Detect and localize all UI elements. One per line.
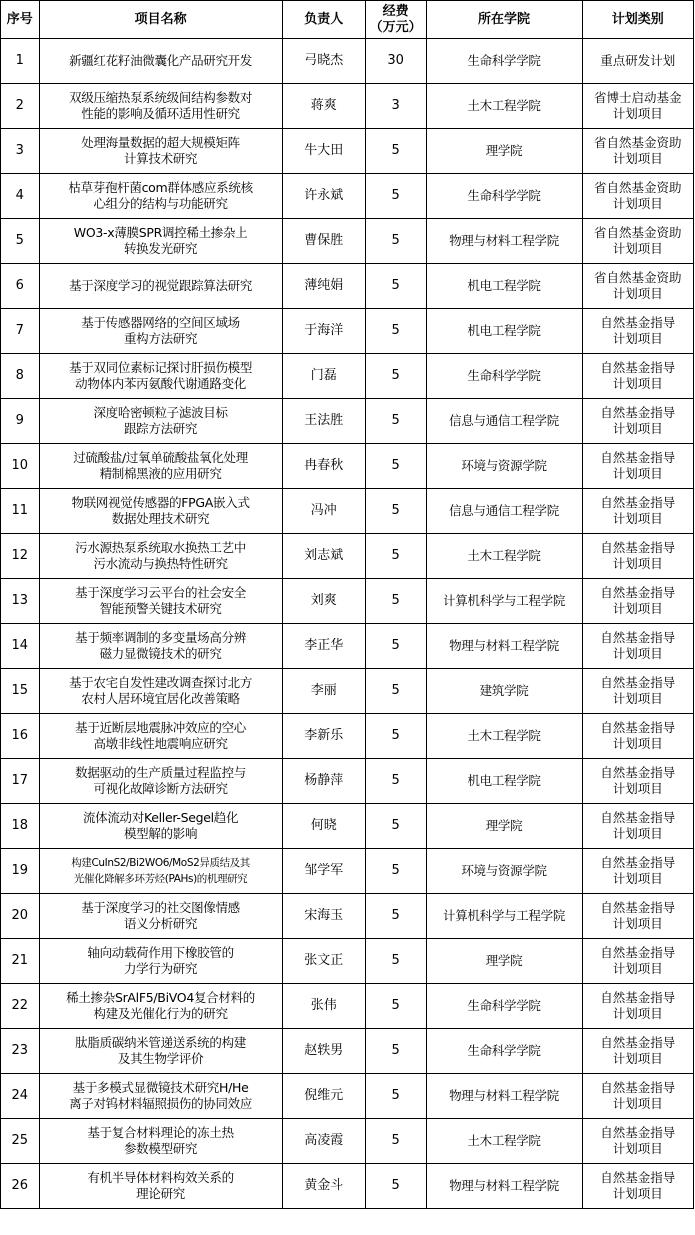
cell-index: 18	[1, 804, 40, 849]
project-name-line: 流体流动对Keller-Segel趋化	[82, 810, 239, 825]
plan-type-line: 计划项目	[612, 1096, 663, 1111]
cell-school: 土木工程学院	[426, 534, 582, 579]
plan-type-line: 计划项目	[612, 1141, 663, 1156]
cell-plan-type	[582, 669, 693, 714]
project-name-line: 语义分析研究	[123, 916, 198, 931]
plan-type-line: 计划项目	[612, 826, 663, 841]
plan-type-line: 计划项目	[612, 1051, 663, 1066]
project-name-line: WO3-x薄膜SPR调控稀土掺杂上	[73, 225, 248, 240]
cell-person: 邹学军	[282, 849, 365, 894]
cell-index: 2	[1, 84, 40, 129]
plan-type-line: 省博士启动基金	[594, 90, 682, 105]
project-name-line: 心组分的结构与功能研究	[93, 196, 228, 211]
cell-index: 3	[1, 129, 40, 174]
project-name-line: 计算技术研究	[123, 151, 198, 166]
cell-fund: 5	[365, 444, 426, 489]
project-name-line: 转换发光研究	[123, 241, 198, 256]
cell-school: 生命科学学院	[426, 354, 582, 399]
cell-project-name	[39, 669, 282, 714]
cell-index: 21	[1, 939, 40, 984]
project-name-line: 数据驱动的生产质量过程监控与	[75, 765, 246, 780]
plan-type-line: 省自然基金资助	[594, 270, 682, 285]
cell-person: 许永斌	[282, 174, 365, 219]
plan-type-line: 计划项目	[612, 1186, 663, 1201]
cell-school: 理学院	[426, 939, 582, 984]
cell-person: 高凌霞	[282, 1119, 365, 1164]
cell-index: 6	[1, 264, 40, 309]
plan-type-line: 自然基金指导	[600, 405, 676, 420]
cell-school: 信息与通信工程学院	[426, 489, 582, 534]
cell-index: 15	[1, 669, 40, 714]
cell-school: 机电工程学院	[426, 759, 582, 804]
project-name-line: 智能预警关键技术研究	[99, 601, 222, 616]
project-name-line: 深度哈密顿粒子滤波目标	[93, 405, 228, 420]
table-row	[1, 804, 694, 849]
cell-fund: 5	[365, 174, 426, 219]
cell-plan-type	[582, 219, 693, 264]
plan-type-line: 计划项目	[612, 646, 663, 661]
header-person: 负责人	[282, 1, 365, 39]
cell-school: 土木工程学院	[426, 714, 582, 759]
cell-fund: 3	[365, 84, 426, 129]
cell-fund: 5	[365, 1164, 426, 1209]
plan-type-line: 省自然基金资助	[594, 180, 682, 195]
project-name-line: 动物体内苯丙氨酸代谢通路变化	[75, 376, 246, 391]
table-row	[1, 1074, 694, 1119]
project-name-line: 基于深度学习云平台的社会安全	[75, 585, 246, 600]
cell-index: 26	[1, 1164, 40, 1209]
plan-type-line: 自然基金指导	[600, 495, 676, 510]
plan-type-line: 自然基金指导	[600, 585, 676, 600]
project-name-line: 光催化降解多环芳烃(PAHs)的机理研究	[73, 873, 248, 885]
plan-type-line: 自然基金指导	[600, 765, 676, 780]
plan-type-line: 计划项目	[612, 601, 663, 616]
cell-project-name	[39, 489, 282, 534]
cell-project-name	[39, 129, 282, 174]
cell-fund: 5	[365, 309, 426, 354]
plan-type-line: 省自然基金资助	[594, 135, 682, 150]
table-row	[1, 894, 694, 939]
cell-project-name	[39, 354, 282, 399]
cell-person: 于海洋	[282, 309, 365, 354]
cell-plan-type	[582, 1164, 693, 1209]
cell-index: 5	[1, 219, 40, 264]
cell-index: 17	[1, 759, 40, 804]
cell-fund: 5	[365, 624, 426, 669]
cell-school: 理学院	[426, 804, 582, 849]
cell-index: 8	[1, 354, 40, 399]
cell-index: 14	[1, 624, 40, 669]
project-name-line: 力学行为研究	[123, 961, 198, 976]
cell-school: 计算机科学与工程学院	[426, 579, 582, 624]
cell-school: 物理与材料工程学院	[426, 219, 582, 264]
table-row	[1, 354, 694, 399]
plan-type-line: 计划项目	[612, 466, 663, 481]
project-name-line: 污水源热泵系统取水换热工艺中	[75, 540, 246, 555]
project-name-line: 过硫酸盐/过氧单硫酸盐氧化处理	[73, 450, 248, 465]
cell-fund: 5	[365, 1029, 426, 1074]
project-name-line: 新疆红花籽油微囊化产品研究开发	[69, 53, 253, 68]
cell-plan-type	[582, 129, 693, 174]
project-name-line: 稀土掺杂SrAlF5/BiVO4复合材料的	[66, 990, 255, 1005]
cell-school: 土木工程学院	[426, 84, 582, 129]
cell-fund: 5	[365, 804, 426, 849]
project-name-line: 污水流动与换热特性研究	[93, 556, 228, 571]
cell-project-name	[39, 624, 282, 669]
table-row	[1, 219, 694, 264]
cell-index: 4	[1, 174, 40, 219]
plan-type-line: 计划项目	[612, 331, 663, 346]
cell-fund: 5	[365, 939, 426, 984]
plan-type-line: 计划项目	[612, 736, 663, 751]
cell-plan-type	[582, 849, 693, 894]
cell-person: 何晓	[282, 804, 365, 849]
project-name-line: 轴向动载荷作用下橡胶管的	[87, 945, 234, 960]
cell-project-name	[39, 714, 282, 759]
cell-person: 薄纯娟	[282, 264, 365, 309]
cell-plan-type	[582, 309, 693, 354]
plan-type-line: 计划项目	[612, 106, 663, 121]
cell-plan-type	[582, 399, 693, 444]
cell-plan-type	[582, 624, 693, 669]
project-name-line: 可视化故障诊断方法研究	[93, 781, 228, 796]
cell-project-name	[39, 534, 282, 579]
cell-plan-type	[582, 534, 693, 579]
table-row	[1, 939, 694, 984]
cell-plan-type	[582, 1119, 693, 1164]
cell-school: 生命科学学院	[426, 174, 582, 219]
header-name: 项目名称	[39, 1, 282, 39]
cell-school: 建筑学院	[426, 669, 582, 714]
plan-type-line: 省自然基金资助	[594, 225, 682, 240]
plan-type-line: 重点研发计划	[600, 53, 676, 68]
cell-school: 土木工程学院	[426, 1119, 582, 1164]
table-row	[1, 84, 694, 129]
cell-index: 19	[1, 849, 40, 894]
cell-plan-type	[582, 84, 693, 129]
plan-type-line: 计划项目	[612, 286, 663, 301]
cell-plan-type	[582, 579, 693, 624]
table-row	[1, 534, 694, 579]
table-row	[1, 1119, 694, 1164]
cell-person: 刘志斌	[282, 534, 365, 579]
cell-index: 20	[1, 894, 40, 939]
cell-project-name	[39, 984, 282, 1029]
table-row	[1, 579, 694, 624]
table-row	[1, 759, 694, 804]
plan-type-line: 自然基金指导	[600, 810, 676, 825]
table-row	[1, 444, 694, 489]
cell-index: 22	[1, 984, 40, 1029]
cell-project-name	[39, 399, 282, 444]
cell-person: 蒋爽	[282, 84, 365, 129]
cell-person: 李正华	[282, 624, 365, 669]
cell-school: 理学院	[426, 129, 582, 174]
cell-school: 环境与资源学院	[426, 849, 582, 894]
project-name-line: 物联网视觉传感器的FPGA嵌入式	[71, 495, 250, 510]
table-row	[1, 669, 694, 714]
cell-project-name	[39, 39, 282, 84]
cell-index: 23	[1, 1029, 40, 1074]
table-header	[1, 1, 694, 39]
table-row	[1, 849, 694, 894]
cell-plan-type	[582, 759, 693, 804]
cell-school: 物理与材料工程学院	[426, 1074, 582, 1119]
plan-type-line: 自然基金指导	[600, 1035, 676, 1050]
cell-school: 信息与通信工程学院	[426, 399, 582, 444]
table-row	[1, 624, 694, 669]
cell-index: 10	[1, 444, 40, 489]
plan-type-line: 自然基金指导	[600, 1125, 676, 1140]
cell-school: 物理与材料工程学院	[426, 624, 582, 669]
cell-fund: 5	[365, 984, 426, 1029]
cell-fund: 5	[365, 714, 426, 759]
cell-index: 11	[1, 489, 40, 534]
cell-project-name	[39, 1029, 282, 1074]
cell-plan-type	[582, 489, 693, 534]
project-name-line: 基于近断层地震脉冲效应的空心	[75, 720, 246, 735]
table-row	[1, 1029, 694, 1074]
cell-plan-type	[582, 804, 693, 849]
cell-project-name	[39, 804, 282, 849]
project-name-line: 重构方法研究	[123, 331, 198, 346]
header-type: 计划类别	[582, 1, 693, 39]
plan-type-line: 计划项目	[612, 556, 663, 571]
plan-type-line: 自然基金指导	[600, 855, 676, 870]
cell-index: 25	[1, 1119, 40, 1164]
project-name-line: 处理海量数据的超大规模矩阵	[81, 135, 240, 150]
cell-school: 物理与材料工程学院	[426, 1164, 582, 1209]
cell-project-name	[39, 309, 282, 354]
plan-type-line: 计划项目	[612, 916, 663, 931]
cell-index: 12	[1, 534, 40, 579]
cell-project-name	[39, 1074, 282, 1119]
project-name-line: 双级压缩热泵系统级间结构参数对	[69, 90, 253, 105]
cell-person: 李丽	[282, 669, 365, 714]
cell-fund: 5	[365, 534, 426, 579]
project-name-line: 模型解的影响	[123, 826, 198, 841]
project-name-line: 基于双同位素标记探讨肝损伤模型	[69, 360, 253, 375]
cell-project-name	[39, 264, 282, 309]
cell-plan-type	[582, 1029, 693, 1074]
cell-fund: 5	[365, 1074, 426, 1119]
cell-project-name	[39, 1164, 282, 1209]
project-name-line: 基于频率调制的多变量场高分辨	[75, 630, 246, 645]
cell-plan-type	[582, 939, 693, 984]
plan-type-line: 自然基金指导	[600, 675, 676, 690]
plan-type-line: 计划项目	[612, 511, 663, 526]
cell-index: 1	[1, 39, 40, 84]
cell-person: 冯冲	[282, 489, 365, 534]
cell-project-name	[39, 849, 282, 894]
plan-type-line: 自然基金指导	[600, 315, 676, 330]
header-index: 序号	[1, 1, 40, 39]
table-row	[1, 399, 694, 444]
cell-person: 张文正	[282, 939, 365, 984]
project-name-line: 磁力显微镜技术的研究	[99, 646, 222, 661]
cell-school: 机电工程学院	[426, 309, 582, 354]
cell-person: 张伟	[282, 984, 365, 1029]
plan-type-line: 自然基金指导	[600, 900, 676, 915]
cell-person: 杨静萍	[282, 759, 365, 804]
plan-type-line: 计划项目	[612, 151, 663, 166]
cell-person: 冉春秋	[282, 444, 365, 489]
project-name-line: 基于深度学习的社交图像情感	[81, 900, 240, 915]
plan-type-line: 计划项目	[612, 421, 663, 436]
header-school: 所在学院	[426, 1, 582, 39]
header-fund-line2: （万元）	[369, 19, 422, 35]
plan-type-line: 自然基金指导	[600, 1080, 676, 1095]
cell-school: 生命科学学院	[426, 984, 582, 1029]
cell-project-name	[39, 939, 282, 984]
cell-project-name	[39, 219, 282, 264]
table-row	[1, 309, 694, 354]
plan-type-line: 计划项目	[612, 196, 663, 211]
cell-fund: 5	[365, 264, 426, 309]
project-name-line: 枯草芽孢杆菌com群体感应系统核	[68, 180, 253, 195]
cell-school: 机电工程学院	[426, 264, 582, 309]
cell-school: 计算机科学与工程学院	[426, 894, 582, 939]
cell-fund: 5	[365, 1119, 426, 1164]
cell-person: 刘爽	[282, 579, 365, 624]
table-row	[1, 129, 694, 174]
cell-plan-type	[582, 174, 693, 219]
cell-fund: 5	[365, 129, 426, 174]
cell-person: 门磊	[282, 354, 365, 399]
table-row	[1, 174, 694, 219]
table-row	[1, 714, 694, 759]
cell-project-name	[39, 579, 282, 624]
cell-index: 7	[1, 309, 40, 354]
cell-project-name	[39, 1119, 282, 1164]
cell-fund: 5	[365, 399, 426, 444]
plan-type-line: 计划项目	[612, 376, 663, 391]
plan-type-line: 计划项目	[612, 871, 663, 886]
cell-fund: 5	[365, 894, 426, 939]
cell-plan-type	[582, 714, 693, 759]
project-name-line: 跟踪方法研究	[123, 421, 198, 436]
cell-project-name	[39, 894, 282, 939]
header-fund	[365, 1, 426, 39]
project-name-line: 数据处理技术研究	[111, 511, 210, 526]
cell-person: 曹保胜	[282, 219, 365, 264]
plan-type-line: 自然基金指导	[600, 720, 676, 735]
cell-school: 生命科学学院	[426, 1029, 582, 1074]
header-row	[1, 1, 694, 39]
project-name-line: 理论研究	[136, 1186, 185, 1201]
plan-type-line: 计划项目	[612, 781, 663, 796]
project-name-line: 构建及光催化行为的研究	[93, 1006, 228, 1021]
cell-plan-type	[582, 444, 693, 489]
cell-project-name	[39, 444, 282, 489]
cell-index: 13	[1, 579, 40, 624]
plan-type-line: 自然基金指导	[600, 990, 676, 1005]
project-name-line: 有机半导体材料构效关系的	[87, 1170, 234, 1185]
project-name-line: 基于复合材料理论的冻土热	[87, 1125, 234, 1140]
cell-plan-type	[582, 39, 693, 84]
cell-plan-type	[582, 264, 693, 309]
cell-project-name	[39, 84, 282, 129]
project-name-line: 基于深度学习的视觉跟踪算法研究	[69, 278, 253, 293]
cell-person: 赵轶男	[282, 1029, 365, 1074]
cell-index: 24	[1, 1074, 40, 1119]
cell-fund: 5	[365, 849, 426, 894]
project-name-line: 构建CuInS2/Bi2WO6/MoS2异质结及其	[71, 857, 250, 869]
plan-type-line: 计划项目	[612, 241, 663, 256]
project-name-line: 基于多模式显微镜技术研究H/He	[72, 1080, 249, 1095]
table-row	[1, 984, 694, 1029]
cell-index: 9	[1, 399, 40, 444]
table-row	[1, 489, 694, 534]
header-fund-line1: 经费	[382, 3, 409, 19]
plan-type-line: 自然基金指导	[600, 945, 676, 960]
cell-fund: 5	[365, 579, 426, 624]
cell-fund: 30	[365, 39, 426, 84]
cell-index: 16	[1, 714, 40, 759]
project-name-line: 离子对钨材料辐照损伤的协同效应	[69, 1096, 253, 1111]
project-name-line: 性能的影响及循环适用性研究	[81, 106, 240, 121]
project-name-line: 高墩非线性地震响应研究	[93, 736, 228, 751]
project-name-line: 农村人居环境宜居化改善策略	[81, 691, 240, 706]
cell-fund: 5	[365, 759, 426, 804]
cell-person: 李新乐	[282, 714, 365, 759]
cell-person: 黄金斗	[282, 1164, 365, 1209]
plan-type-line: 自然基金指导	[600, 540, 676, 555]
plan-type-line: 自然基金指导	[600, 1170, 676, 1185]
table-body	[1, 39, 694, 1209]
cell-project-name	[39, 174, 282, 219]
plan-type-line: 自然基金指导	[600, 630, 676, 645]
project-name-line: 及其生物学评价	[117, 1051, 204, 1066]
table-row	[1, 39, 694, 84]
project-name-line: 基于农宅自发性建改调查探讨北方	[69, 675, 253, 690]
table-row	[1, 264, 694, 309]
cell-plan-type	[582, 354, 693, 399]
cell-fund: 5	[365, 489, 426, 534]
cell-person: 王法胜	[282, 399, 365, 444]
cell-fund: 5	[365, 669, 426, 714]
cell-plan-type	[582, 984, 693, 1029]
project-name-line: 精制棉黑液的应用研究	[99, 466, 222, 481]
project-name-line: 参数模型研究	[123, 1141, 198, 1156]
plan-type-line: 计划项目	[612, 1006, 663, 1021]
cell-person: 牛大田	[282, 129, 365, 174]
plan-type-line: 自然基金指导	[600, 450, 676, 465]
plan-type-line: 计划项目	[612, 691, 663, 706]
cell-plan-type	[582, 894, 693, 939]
cell-fund: 5	[365, 354, 426, 399]
cell-project-name	[39, 759, 282, 804]
table-row	[1, 1164, 694, 1209]
cell-fund: 5	[365, 219, 426, 264]
cell-person: 倪维元	[282, 1074, 365, 1119]
plan-type-line: 计划项目	[612, 961, 663, 976]
project-name-line: 肽脂质碳纳米管递送系统的构建	[75, 1035, 246, 1050]
cell-person: 弓晓杰	[282, 39, 365, 84]
cell-person: 宋海玉	[282, 894, 365, 939]
cell-school: 生命科学学院	[426, 39, 582, 84]
cell-plan-type	[582, 1074, 693, 1119]
cell-school: 环境与资源学院	[426, 444, 582, 489]
plan-type-line: 自然基金指导	[600, 360, 676, 375]
project-name-line: 基于传感器网络的空间区域场	[81, 315, 240, 330]
